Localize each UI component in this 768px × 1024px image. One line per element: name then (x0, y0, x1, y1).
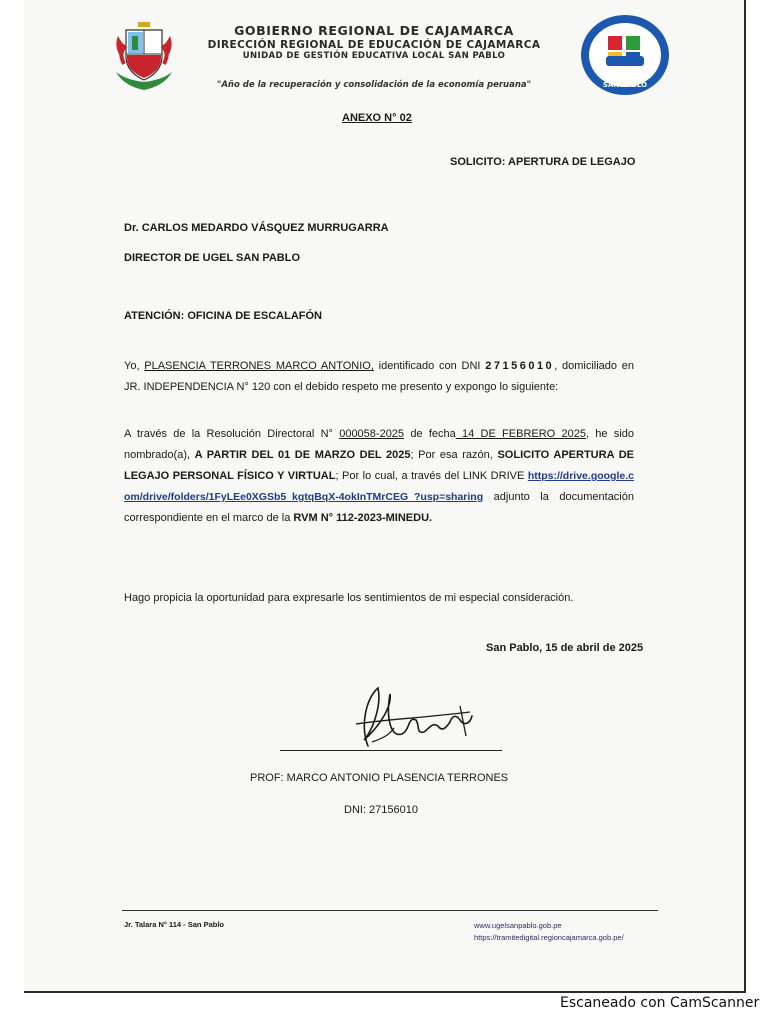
regulation-reference: RVM N° 112-2023-MINEDU. (293, 512, 433, 524)
org-line-3: UNIDAD DE GESTIÓN EDUCATIVA LOCAL SAN PABLO (242, 51, 506, 62)
addressee-title: DIRECTOR DE UGEL SAN PABLO (124, 252, 301, 264)
paragraph-request (124, 424, 634, 529)
para2-text: ; Por esa razón, (410, 449, 498, 461)
closing-paragraph: Hago propicia la oportunidad para expresarle los sentimientos de mi especial consideración. (124, 592, 574, 604)
footer-websites (474, 920, 624, 944)
camscanner-watermark: Escaneado con CamScanner (560, 995, 760, 1011)
para1-text: Yo, (124, 360, 145, 372)
resolution-date: 14 DE FEBRERO 2025 (455, 428, 586, 440)
signer-dni: DNI: 27156010 (344, 804, 418, 816)
para1-text: identificado con DNI (373, 360, 486, 372)
org-line-2: DIRECCIÓN REGIONAL DE EDUCACIÓN DE CAJAMARCA (207, 38, 541, 51)
request-statement: SOLICITO APERTURA DE LEGAJO PERSONAL FÍSICO Y VIRTUAL (124, 449, 634, 482)
paragraph-identification (124, 356, 634, 398)
para2-text: adjunto la documentación correspondiente en el marco de la (124, 491, 634, 524)
subject-line: SOLICITO: APERTURA DE LEGAJO (450, 156, 636, 168)
seal-text: SAN PABLO (602, 81, 648, 89)
start-date: A PARTIR DEL 01 DE MARZO DEL 2025 (194, 449, 411, 461)
applicant-dni: 27156010 (485, 360, 555, 372)
addressee-name: Dr. CARLOS MEDARDO VÁSQUEZ MURRUGARRA (124, 222, 389, 234)
applicant-name: PLASENCIA TERRONES MARCO ANTONIO, (144, 360, 374, 372)
para2-text: de fecha (404, 428, 456, 440)
footer-website-1[interactable]: www.ugelsanpablo.gob.pe (474, 921, 562, 930)
org-line-1: GOBIERNO REGIONAL DE CAJAMARCA (234, 23, 514, 38)
para2-text: , he sido nombrado(a), (124, 428, 634, 461)
organization-header (184, 24, 564, 61)
place-date: San Pablo, 15 de abril de 2025 (486, 642, 644, 654)
handwritten-signature-icon (320, 676, 490, 756)
peru-coat-of-arms-icon (112, 16, 176, 92)
attention-line: ATENCIÓN: OFICINA DE ESCALAFÓN (124, 310, 322, 322)
document-page (24, 0, 746, 993)
annex-title: ANEXO N° 02 (342, 112, 412, 124)
para1-text: , domiciliado en JR. INDEPENDENCIA N° 120 con el debido respeto me presento y expongo lo siguiente: (124, 360, 635, 393)
para2-text: ; Por lo cual, a través del LINK DRIVE (335, 470, 528, 482)
drive-link[interactable]: https://drive.google.com/drive/folders/1FyLEe0XGSb5_kgtqBqX-4okInTMrCEG_?usp=sharing (124, 470, 634, 503)
para2-text: A través de la Resolución Directoral N° (124, 428, 340, 440)
year-motto: "Año de la recuperación y consolidación de la economía peruana" (216, 80, 532, 90)
signer-name: PROF: MARCO ANTONIO PLASENCIA TERRONES (250, 772, 509, 784)
footer-address: Jr. Talara N° 114 - San Pablo (124, 920, 224, 929)
footer-website-2[interactable]: https://tramitedigital.regioncajamarca.gob.pe/ (474, 933, 624, 942)
footer-divider (122, 910, 658, 911)
ugel-seal-icon (578, 12, 672, 98)
signature-line (280, 750, 502, 751)
resolution-number: 000058-2025 (339, 428, 405, 440)
